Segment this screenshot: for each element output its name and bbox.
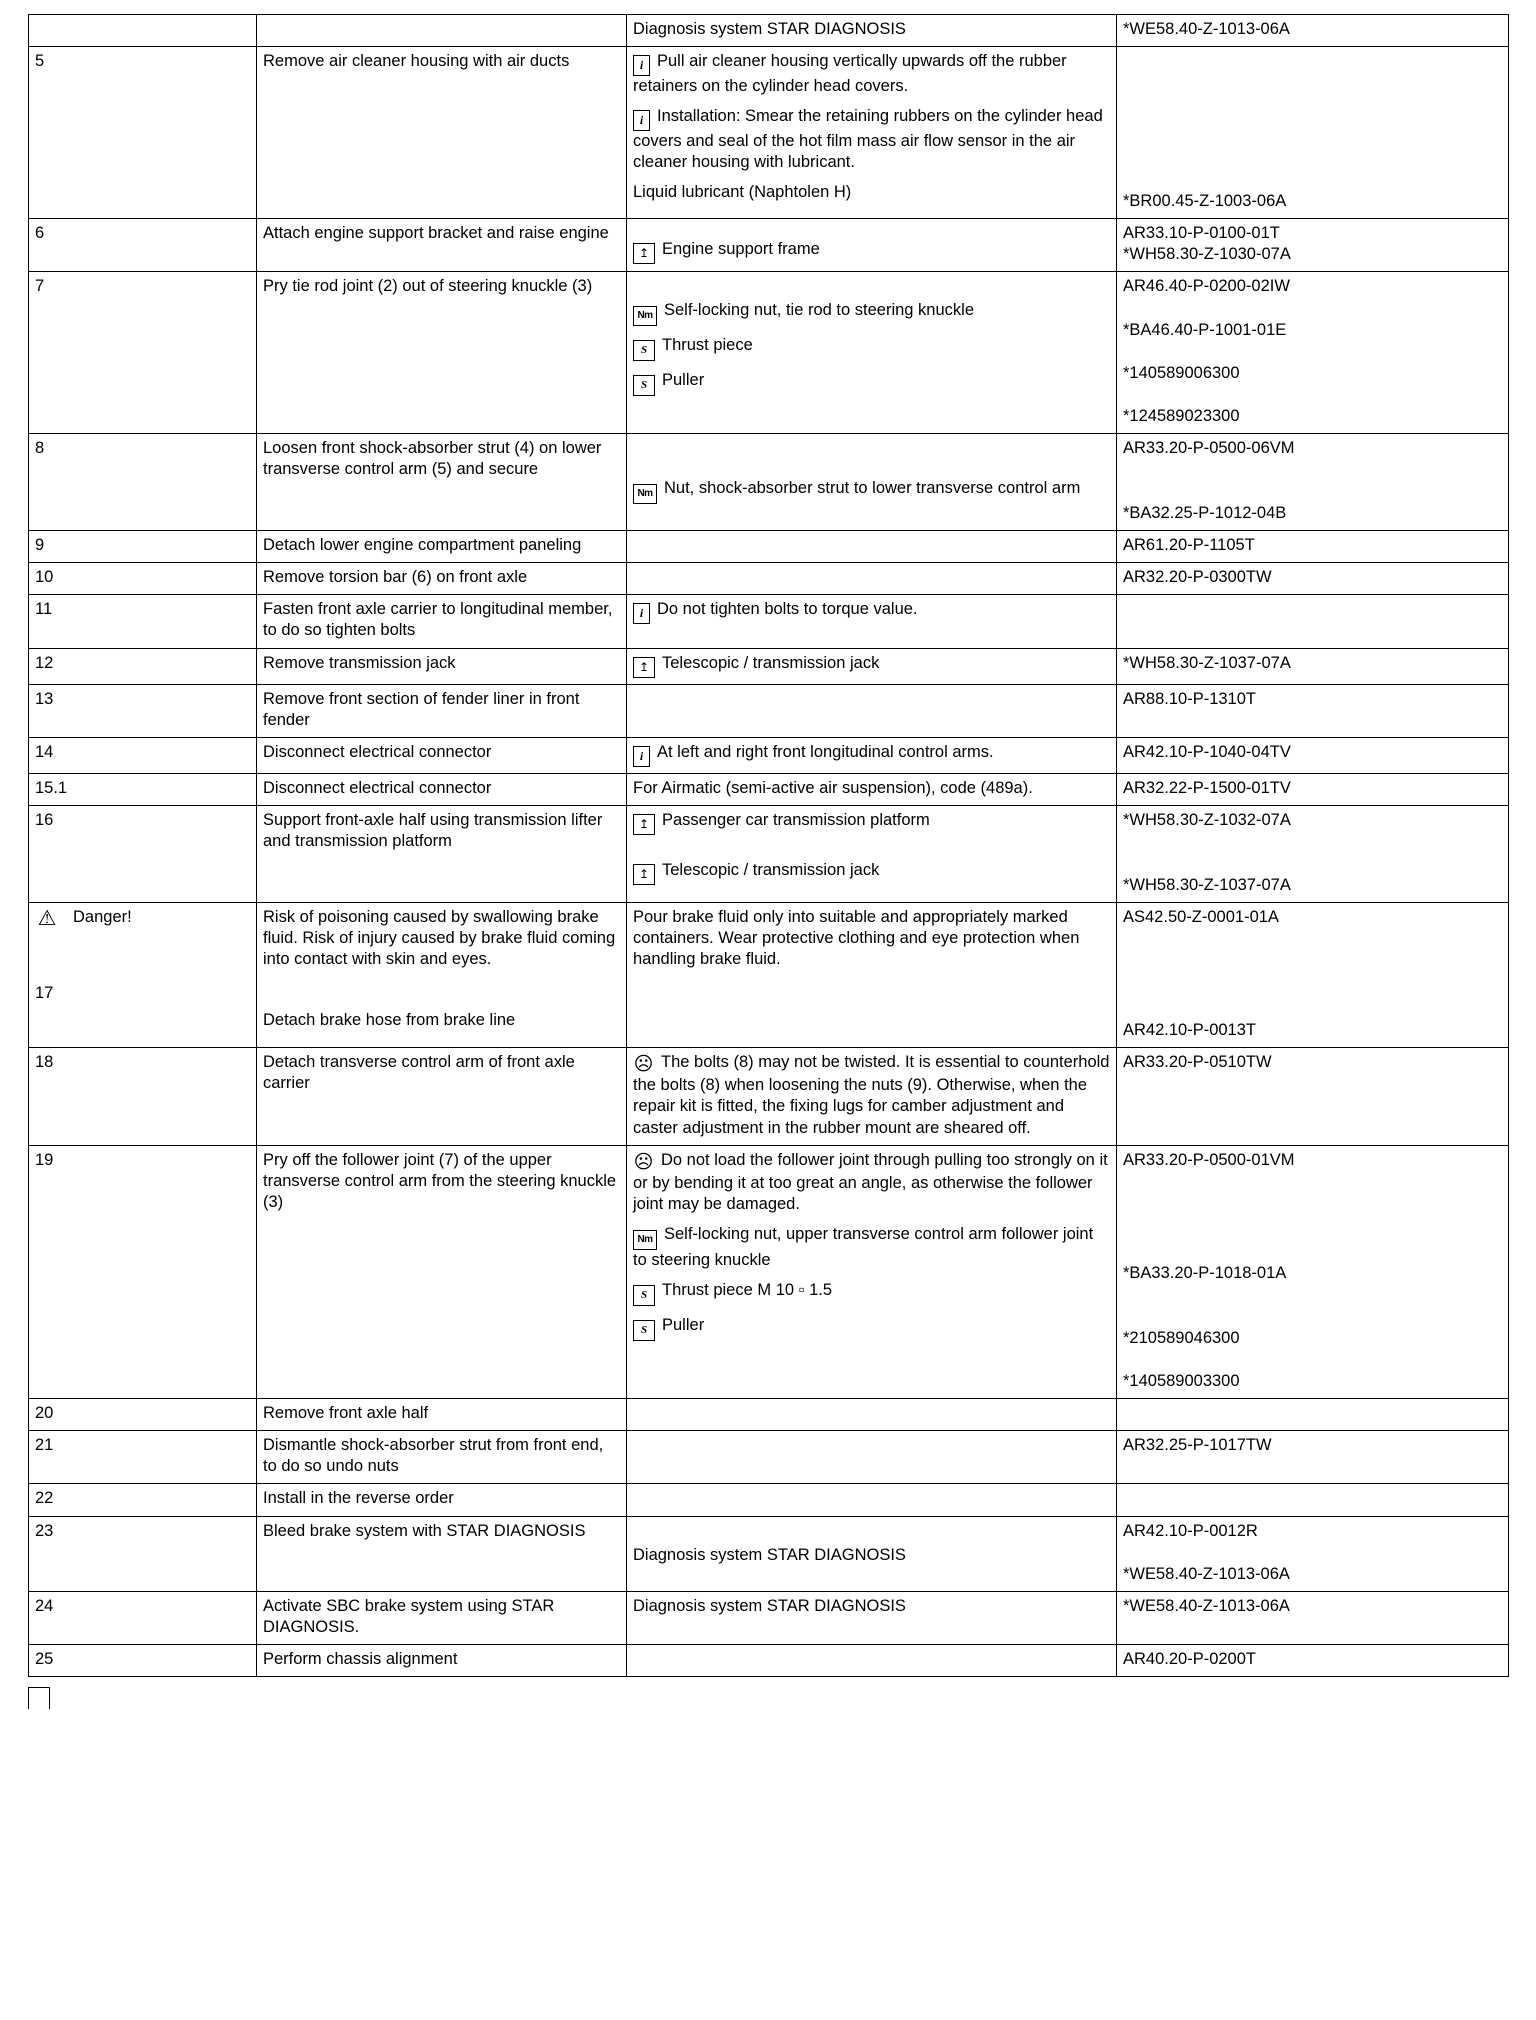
note-info	[633, 599, 1110, 624]
note-text: Puller	[662, 371, 705, 390]
reference[interactable]: AR32.22-P-1500-01TV	[1123, 778, 1291, 797]
row-references	[1117, 1516, 1509, 1591]
row-notes	[627, 1145, 1117, 1398]
note-text: For Airmatic (semi-active air suspension), code (489a).	[633, 778, 1033, 797]
row-number: 13	[29, 684, 257, 737]
note-text: Thrust piece	[662, 336, 753, 355]
table-row	[29, 1145, 1509, 1398]
row-operation: Activate SBC brake system using STAR DIAGNOSIS.	[257, 1591, 627, 1644]
lifting-device-icon: ↥	[633, 864, 655, 885]
row-notes	[627, 433, 1117, 530]
row-operation: Pry tie rod joint (2) out of steering knuckle (3)	[257, 272, 627, 433]
table-row-danger	[29, 903, 1509, 1048]
table-row	[29, 684, 1509, 737]
table-row	[29, 272, 1509, 433]
row-operation: Remove transmission jack	[257, 648, 627, 684]
note-text: Engine support frame	[662, 240, 820, 259]
note-text: Pour brake fluid only into suitable and appropriately marked containers. Wear protective clothing and eye protection when handling brake fluid.	[633, 908, 1080, 969]
note-text: Nut, shock-absorber strut to lower transverse control arm	[664, 478, 1081, 497]
table-row	[29, 737, 1509, 773]
row-operation: Fasten front axle carrier to longitudinal member, to do so tighten bolts	[257, 595, 627, 648]
row-references	[1117, 1431, 1509, 1484]
note-tool-1	[633, 335, 1110, 361]
note-tool-2	[633, 1315, 1110, 1341]
row-operation: Pry off the follower joint (7) of the upper transverse control arm from the steering knuckle (3)	[257, 1145, 627, 1398]
row-number: 14	[29, 737, 257, 773]
special-tool-icon: S	[633, 340, 655, 361]
row-notes	[627, 1048, 1117, 1145]
row-references	[1117, 684, 1509, 737]
table-row	[29, 773, 1509, 805]
row-notes	[627, 1399, 1117, 1431]
note-text: Diagnosis system STAR DIAGNOSIS	[633, 1545, 906, 1564]
row-operation: Risk of poisoning caused by swallowing brake fluid. Risk of injury caused by brake fluid coming into contact with skin and eyes.	[263, 908, 616, 969]
torque-icon: Nm	[633, 306, 657, 326]
table-row	[29, 1431, 1509, 1484]
row-notes	[627, 219, 1117, 272]
reference[interactable]: AR33.20-P-0500-01VM	[1123, 1150, 1295, 1169]
row-number: 11	[29, 595, 257, 648]
attention-icon: ☹	[633, 1151, 654, 1173]
row-operation: Detach lower engine compartment paneling	[257, 531, 627, 563]
row-operation: Install in the reverse order	[257, 1484, 627, 1516]
table-row	[29, 1591, 1509, 1644]
row-number: 8	[29, 433, 257, 530]
note-text: The bolts (8) may not be twisted. It is essential to counterhold the bolts (8) when loosening the nuts (9). Otherwise, when the repair kit is fitted, the fixing lugs for camber adjustment and caster adjustment in the rubber mount are sheared off.	[633, 1053, 1110, 1137]
row-operation: Disconnect electrical connector	[257, 737, 627, 773]
row-number: 21	[29, 1431, 257, 1484]
reference[interactable]: *BA33.20-P-1018-01A	[1123, 1263, 1287, 1282]
note-text: Telescopic / transmission jack	[662, 860, 880, 879]
special-tool-icon: S	[633, 375, 655, 396]
info-icon: i	[633, 603, 650, 624]
reference[interactable]: AR88.10-P-1310T	[1123, 689, 1256, 708]
row-number: 10	[29, 563, 257, 595]
reference[interactable]: AR40.20-P-0200T	[1123, 1649, 1256, 1668]
row-number: 18	[29, 1048, 257, 1145]
row-operation: Loosen front shock-absorber strut (4) on lower transverse control arm (5) and secure	[257, 433, 627, 530]
torque-icon: Nm	[633, 484, 657, 504]
row-notes	[627, 595, 1117, 648]
reference[interactable]: *WH58.30-Z-1030-07A	[1123, 245, 1291, 264]
reference[interactable]: AR33.10-P-0100-01T	[1123, 224, 1280, 243]
danger-label: Danger!	[73, 908, 132, 927]
row-references	[1117, 15, 1509, 47]
table-row	[29, 595, 1509, 648]
note-text: Thrust piece M 10 ▫ 1.5	[662, 1280, 833, 1299]
note-text: Self-locking nut, tie rod to steering knuckle	[664, 301, 974, 320]
note-text: Diagnosis system STAR DIAGNOSIS	[633, 1596, 906, 1615]
row-operation: Bleed brake system with STAR DIAGNOSIS	[257, 1516, 627, 1591]
note-attention	[633, 1150, 1110, 1215]
reference[interactable]: AR61.20-P-1105T	[1123, 536, 1255, 555]
row-notes	[627, 773, 1117, 805]
note-lifting-2	[633, 860, 1110, 885]
row-number: 6	[29, 219, 257, 272]
row-references	[1117, 1644, 1509, 1676]
info-icon: i	[633, 746, 650, 767]
danger-icon: ⚠	[37, 907, 57, 931]
note-text: Passenger car transmission platform	[662, 810, 930, 829]
sub-row-operation: Detach brake hose from brake line	[263, 1011, 516, 1030]
note-text: Liquid lubricant (Naphtolen H)	[633, 183, 852, 202]
note-attention	[633, 1052, 1110, 1138]
table-row	[29, 1644, 1509, 1676]
reference[interactable]: *WE58.40-Z-1013-06A	[1123, 20, 1290, 38]
reference[interactable]: *140589003300	[1123, 1371, 1240, 1390]
table-row	[29, 433, 1509, 530]
row-references	[1117, 1591, 1509, 1644]
table-row	[29, 531, 1509, 563]
reference[interactable]: AR33.20-P-0510TW	[1123, 1053, 1272, 1072]
note-torque	[633, 478, 1110, 504]
row-notes	[627, 903, 1117, 1048]
row-operation-group	[257, 903, 627, 1048]
table-row	[29, 1516, 1509, 1591]
reference[interactable]: *BA46.40-P-1001-01E	[1123, 320, 1287, 339]
row-notes	[627, 531, 1117, 563]
note-info-1	[633, 51, 1110, 97]
sub-row-number: 17	[35, 984, 54, 1003]
row-references	[1117, 1048, 1509, 1145]
row-notes	[627, 684, 1117, 737]
note-material	[633, 182, 1110, 203]
row-references	[1117, 1399, 1509, 1431]
row-notes	[627, 15, 1117, 47]
row-operation: Dismantle shock-absorber strut from front end, to do so undo nuts	[257, 1431, 627, 1484]
row-references	[1117, 563, 1509, 595]
row-notes	[627, 272, 1117, 433]
table-row	[29, 1399, 1509, 1431]
row-number: 25	[29, 1644, 257, 1676]
reference[interactable]: *140589006300	[1123, 363, 1240, 382]
reference[interactable]: *BR00.45-Z-1003-06A	[1123, 192, 1287, 211]
row-number: 19	[29, 1145, 257, 1398]
row-references	[1117, 648, 1509, 684]
row-notes	[627, 1431, 1117, 1484]
row-notes	[627, 1644, 1117, 1676]
table-row	[29, 219, 1509, 272]
row-notes	[627, 1516, 1117, 1591]
row-references	[1117, 903, 1509, 1048]
row-operation: Remove front section of fender liner in front fender	[257, 684, 627, 737]
row-references	[1117, 47, 1509, 219]
lifting-device-icon: ↥	[633, 814, 655, 835]
row-operation: Support front-axle half using transmission lifter and transmission platform	[257, 805, 627, 902]
row-operation: Remove torsion bar (6) on front axle	[257, 563, 627, 595]
note-text: Installation: Smear the retaining rubbers on the cylinder head covers and seal of the hot film mass air flow sensor in the air cleaner housing with lubricant.	[633, 107, 1103, 172]
table-row	[29, 648, 1509, 684]
note-text: Telescopic / transmission jack	[662, 653, 880, 672]
row-number: 20	[29, 1399, 257, 1431]
reference[interactable]: *WE58.40-Z-1013-06A	[1123, 1596, 1290, 1615]
row-references	[1117, 433, 1509, 530]
row-references	[1117, 1145, 1509, 1398]
row-notes	[627, 1484, 1117, 1516]
note-text: Pull air cleaner housing vertically upwards off the rubber retainers on the cylinder head covers.	[633, 52, 1067, 96]
row-operation: Disconnect electrical connector	[257, 773, 627, 805]
note-info-2	[633, 106, 1110, 173]
row-number	[29, 903, 257, 1048]
note-lifting	[633, 239, 1110, 264]
sub-row-reference[interactable]: AR42.10-P-0013T	[1123, 1021, 1256, 1040]
reference[interactable]: *WE58.40-Z-1013-06A	[1123, 1564, 1290, 1583]
row-references	[1117, 531, 1509, 563]
reference[interactable]: *210589046300	[1123, 1328, 1240, 1347]
table-row	[29, 805, 1509, 902]
danger-header	[35, 907, 250, 929]
info-icon: i	[633, 110, 650, 131]
reference[interactable]: *WH58.30-Z-1032-07A	[1123, 810, 1291, 829]
note-torque	[633, 300, 1110, 326]
special-tool-icon: S	[633, 1320, 655, 1341]
table-row	[29, 1484, 1509, 1516]
row-notes	[627, 737, 1117, 773]
special-tool-icon: S	[633, 1285, 655, 1306]
row-number: 23	[29, 1516, 257, 1591]
torque-icon: Nm	[633, 1230, 657, 1250]
row-references	[1117, 595, 1509, 648]
page-footer-mark	[28, 1687, 50, 1709]
row-notes	[627, 648, 1117, 684]
row-number: 16	[29, 805, 257, 902]
note-info	[633, 742, 1110, 767]
note-text: Diagnosis system STAR DIAGNOSIS	[633, 20, 906, 38]
row-number: 7	[29, 272, 257, 433]
row-number: 5	[29, 47, 257, 219]
note-text: Do not tighten bolts to torque value.	[657, 600, 918, 619]
reference[interactable]: *BA32.25-P-1012-04B	[1123, 503, 1287, 522]
row-operation	[257, 15, 627, 47]
lifting-device-icon: ↥	[633, 243, 655, 264]
row-operation: Perform chassis alignment	[257, 1644, 627, 1676]
note-text: Puller	[662, 1315, 705, 1334]
row-number	[29, 15, 257, 47]
row-operation: Detach transverse control arm of front axle carrier	[257, 1048, 627, 1145]
reference[interactable]: *124589023300	[1123, 406, 1240, 425]
note-lifting	[633, 653, 1110, 678]
row-number: 12	[29, 648, 257, 684]
note-text: Do not load the follower joint through pulling too strongly on it or by bending it at too great an angle, as otherwise the follower joint may be damaged.	[633, 1150, 1108, 1213]
reference[interactable]: AR32.20-P-0300TW	[1123, 568, 1272, 587]
row-number: 15.1	[29, 773, 257, 805]
row-operation: Remove air cleaner housing with air ducts	[257, 47, 627, 219]
row-number: 9	[29, 531, 257, 563]
note-text: At left and right front longitudinal control arms.	[657, 742, 994, 761]
note-tool-2	[633, 370, 1110, 396]
note-lifting-1	[633, 810, 1110, 835]
table-row	[29, 15, 1509, 47]
row-operation: Attach engine support bracket and raise engine	[257, 219, 627, 272]
reference[interactable]: AR46.40-P-0200-02IW	[1123, 277, 1290, 296]
procedure-table	[28, 14, 1509, 1677]
table-row	[29, 563, 1509, 595]
row-references	[1117, 805, 1509, 902]
lifting-device-icon: ↥	[633, 657, 655, 678]
note-tool-1	[633, 1280, 1110, 1306]
row-references	[1117, 773, 1509, 805]
note-torque	[633, 1224, 1110, 1271]
reference[interactable]: AR32.25-P-1017TW	[1123, 1436, 1272, 1455]
table-row	[29, 47, 1509, 219]
row-notes	[627, 805, 1117, 902]
reference[interactable]: AR33.20-P-0500-06VM	[1123, 438, 1295, 457]
table-row	[29, 1048, 1509, 1145]
info-icon: i	[633, 55, 650, 76]
row-references	[1117, 272, 1509, 433]
reference[interactable]: *WH58.30-Z-1037-07A	[1123, 653, 1291, 672]
row-number: 22	[29, 1484, 257, 1516]
row-notes	[627, 563, 1117, 595]
row-references	[1117, 219, 1509, 272]
note-text: Self-locking nut, upper transverse control arm follower joint to steering knuckle	[633, 1224, 1094, 1269]
row-notes	[627, 1591, 1117, 1644]
reference[interactable]: AR42.10-P-1040-04TV	[1123, 742, 1291, 761]
row-references	[1117, 737, 1509, 773]
reference[interactable]: AR42.10-P-0012R	[1123, 1521, 1258, 1540]
attention-icon: ☹	[633, 1054, 654, 1076]
row-number: 24	[29, 1591, 257, 1644]
reference[interactable]: *WH58.30-Z-1037-07A	[1123, 875, 1291, 894]
reference[interactable]: AS42.50-Z-0001-01A	[1123, 908, 1279, 927]
row-operation: Remove front axle half	[257, 1399, 627, 1431]
row-references	[1117, 1484, 1509, 1516]
row-notes	[627, 47, 1117, 219]
